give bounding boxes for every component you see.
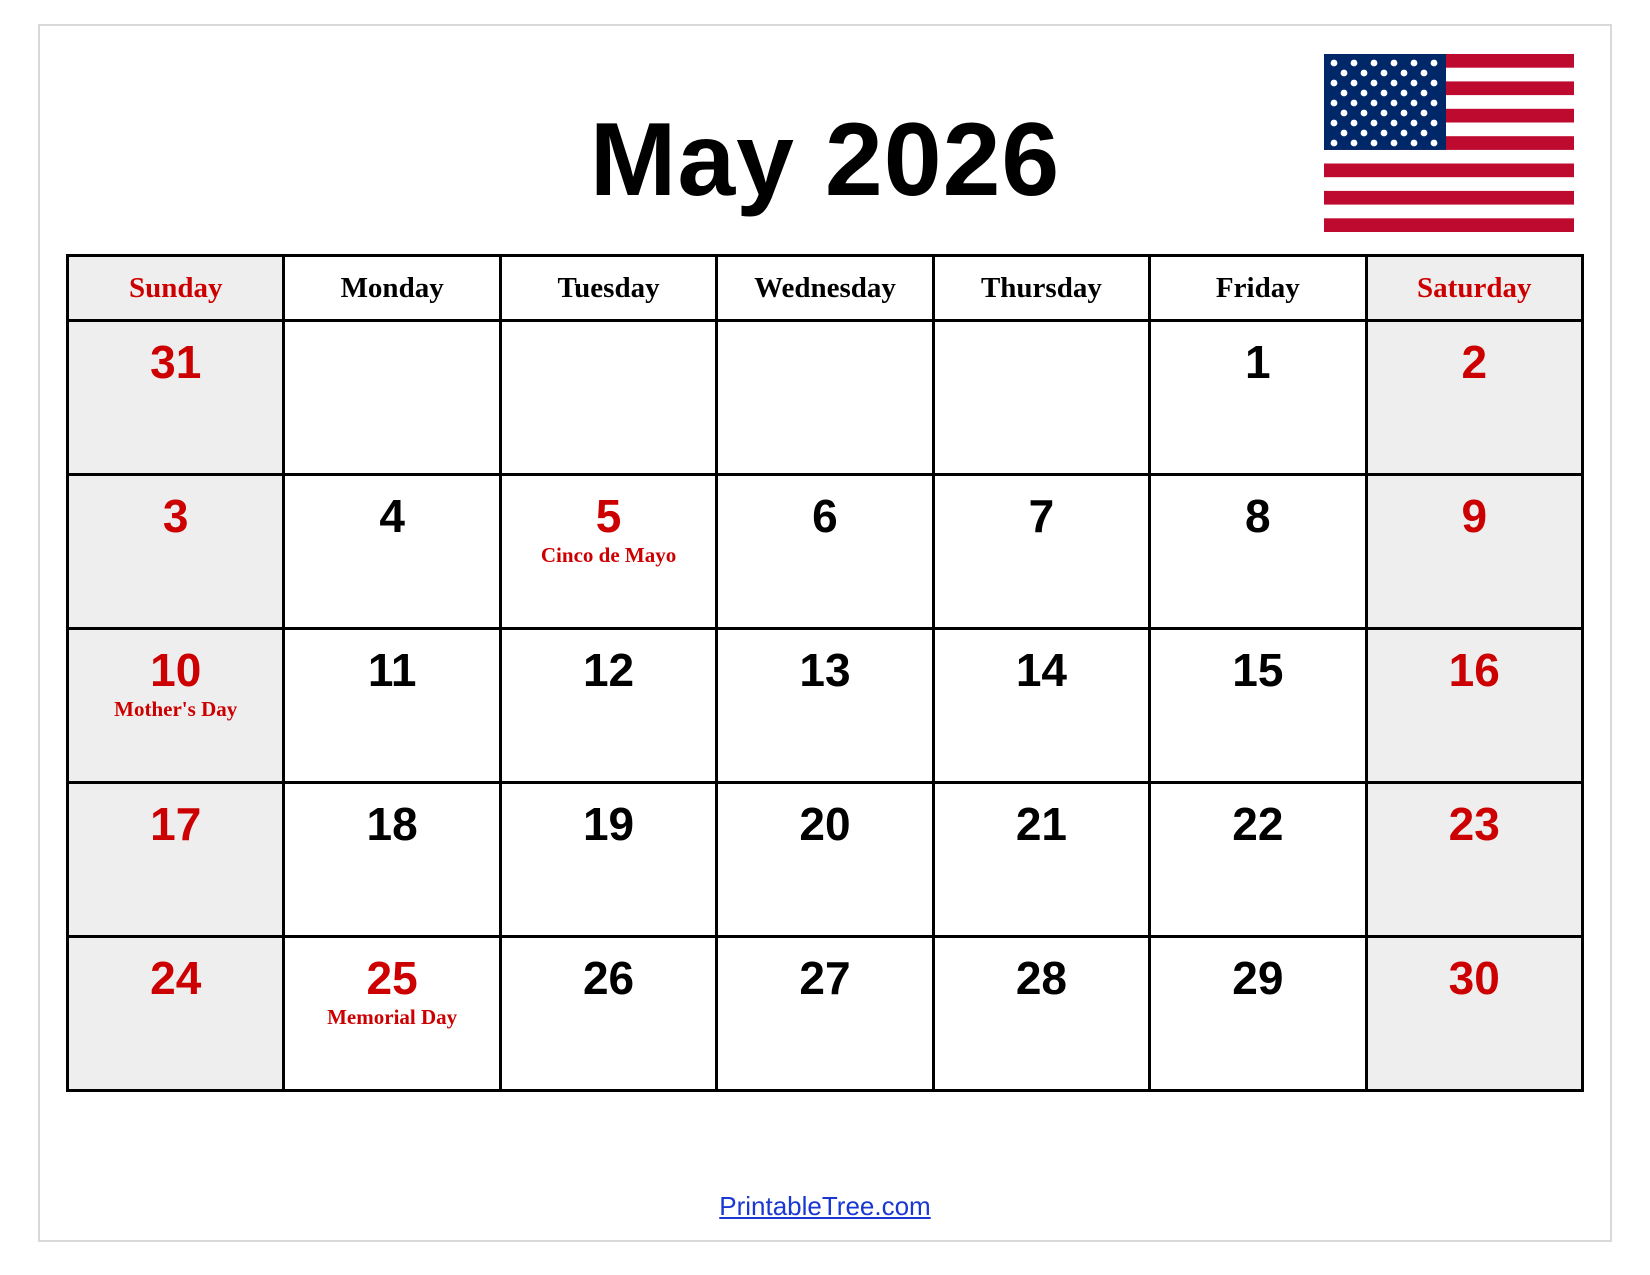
- day-cell[interactable]: [933, 321, 1149, 475]
- weekday-header-saturday: Saturday: [1366, 256, 1582, 321]
- day-number: 5: [595, 490, 622, 542]
- footer: [40, 1191, 1610, 1222]
- day-number: 25: [366, 952, 418, 1004]
- day-number: 1: [1245, 336, 1271, 388]
- day-cell[interactable]: [68, 783, 284, 937]
- weekday-header-monday: Monday: [284, 256, 500, 321]
- day-number: 3: [162, 490, 189, 542]
- day-cell[interactable]: [284, 629, 500, 783]
- day-cell[interactable]: [933, 475, 1149, 629]
- day-cell[interactable]: [500, 783, 716, 937]
- day-number: 9: [1461, 490, 1488, 542]
- day-number: 28: [1015, 952, 1067, 1004]
- calendar-week-row: [68, 783, 1583, 937]
- day-number: 10: [150, 644, 202, 696]
- day-cell[interactable]: [717, 629, 933, 783]
- calendar-week-row: [68, 475, 1583, 629]
- day-number: 8: [1245, 490, 1271, 542]
- calendar-header: [40, 26, 1610, 238]
- day-cell[interactable]: [717, 475, 933, 629]
- day-cell[interactable]: [1150, 475, 1366, 629]
- calendar-sheet: [38, 24, 1612, 1242]
- day-cell[interactable]: [68, 321, 284, 475]
- day-number: 12: [582, 644, 635, 696]
- day-number: 16: [1448, 644, 1500, 696]
- day-number: 24: [150, 952, 202, 1004]
- day-cell[interactable]: [1366, 629, 1582, 783]
- day-cell[interactable]: [717, 321, 933, 475]
- day-number: 31: [150, 336, 202, 388]
- day-number: 29: [1232, 952, 1284, 1004]
- weekday-header-friday: Friday: [1150, 256, 1366, 321]
- day-event: Cinco de Mayo: [540, 543, 677, 568]
- calendar-week-row: [68, 629, 1583, 783]
- day-cell[interactable]: [284, 783, 500, 937]
- day-number: 11: [367, 644, 417, 696]
- source-link[interactable]: PrintableTree.com: [719, 1191, 931, 1221]
- day-cell[interactable]: [68, 629, 284, 783]
- day-cell[interactable]: [1150, 783, 1366, 937]
- day-number: 2: [1461, 336, 1488, 388]
- day-cell[interactable]: [1150, 629, 1366, 783]
- day-cell[interactable]: [1366, 937, 1582, 1091]
- weekday-header-tuesday: Tuesday: [500, 256, 716, 321]
- day-number: 30: [1448, 952, 1500, 1004]
- day-number: 6: [812, 490, 838, 542]
- weekday-header-sunday: Sunday: [68, 256, 284, 321]
- day-number: 18: [366, 798, 418, 850]
- day-number: 17: [150, 798, 202, 850]
- day-cell[interactable]: [933, 783, 1149, 937]
- calendar-week-row: [68, 321, 1583, 475]
- day-cell[interactable]: [284, 321, 500, 475]
- day-cell[interactable]: [500, 475, 716, 629]
- day-number: 7: [1028, 490, 1055, 542]
- day-cell[interactable]: [500, 629, 716, 783]
- day-number: 20: [799, 798, 851, 850]
- day-number: 21: [1015, 798, 1067, 850]
- day-cell[interactable]: [717, 783, 933, 937]
- day-cell[interactable]: [500, 321, 716, 475]
- day-cell[interactable]: [1150, 937, 1366, 1091]
- day-number: 27: [799, 952, 851, 1004]
- weekday-header-wednesday: Wednesday: [717, 256, 933, 321]
- day-number: 4: [379, 490, 405, 542]
- calendar-grid: [66, 254, 1584, 1092]
- day-number: 26: [582, 952, 635, 1004]
- day-cell[interactable]: [68, 937, 284, 1091]
- day-cell[interactable]: [1366, 783, 1582, 937]
- day-number: 14: [1015, 644, 1067, 696]
- day-number: 13: [799, 644, 851, 696]
- day-cell[interactable]: [1366, 475, 1582, 629]
- day-cell[interactable]: [284, 937, 500, 1091]
- page-title: May 2026: [589, 102, 1061, 218]
- day-cell[interactable]: [933, 937, 1149, 1091]
- day-number: 22: [1232, 798, 1284, 850]
- day-event: Mother's Day: [114, 697, 238, 722]
- day-event: Memorial Day: [327, 1005, 458, 1030]
- day-cell[interactable]: [933, 629, 1149, 783]
- day-cell[interactable]: [500, 937, 716, 1091]
- day-cell[interactable]: [284, 475, 500, 629]
- day-cell[interactable]: [717, 937, 933, 1091]
- us-flag-icon: [1324, 54, 1574, 232]
- day-cell[interactable]: [1366, 321, 1582, 475]
- day-cell[interactable]: [68, 475, 284, 629]
- day-number: 23: [1448, 798, 1500, 850]
- day-cell[interactable]: [1150, 321, 1366, 475]
- weekday-header-thursday: Thursday: [933, 256, 1149, 321]
- day-number: 15: [1232, 644, 1284, 696]
- calendar-week-row: [68, 937, 1583, 1091]
- day-number: 19: [582, 798, 635, 850]
- calendar-weekday-header-row: [68, 256, 1583, 321]
